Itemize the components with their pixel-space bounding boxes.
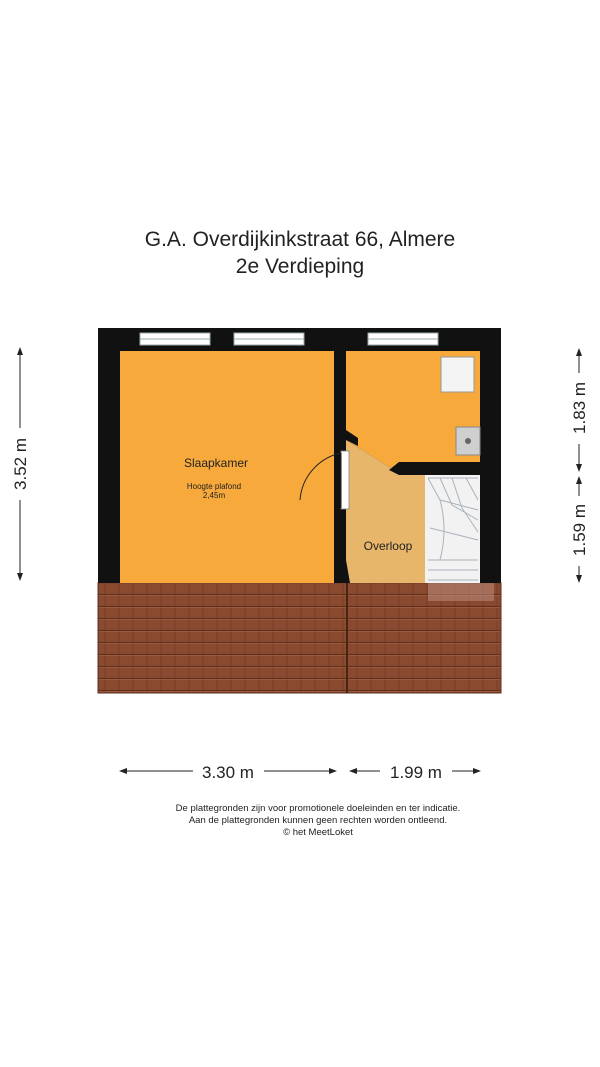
ceiling-height-note: Hoogte plafond [186,482,242,491]
roof-area [98,583,501,693]
height-upper-label: 1.83 m [570,382,589,434]
height-total-label: 3.52 m [11,438,30,490]
bedroom-label: Slaapkamer [183,456,249,470]
width-left-label: 3.30 m [202,763,254,782]
height-lower-label: 1.59 m [570,504,589,556]
ceiling-height-value: 2,45m [202,491,226,500]
floor-title: 2e Verdieping [235,255,365,278]
disclaimer-line-2: Aan de plattegronden kunnen geen rechten worden ontleend. [188,815,448,826]
landing-label: Overloop [363,539,413,553]
disclaimer [0,803,600,839]
address-title: G.A. Overdijkinkstraat 66, Almere [144,228,456,251]
width-right-label: 1.99 m [390,763,442,782]
disclaimer-line-3: © het MeetLoket [283,827,353,838]
disclaimer-line-1: De plattegronden zijn voor promotionele doeleinden en ter indicatie. [175,803,461,814]
windows [140,333,438,345]
